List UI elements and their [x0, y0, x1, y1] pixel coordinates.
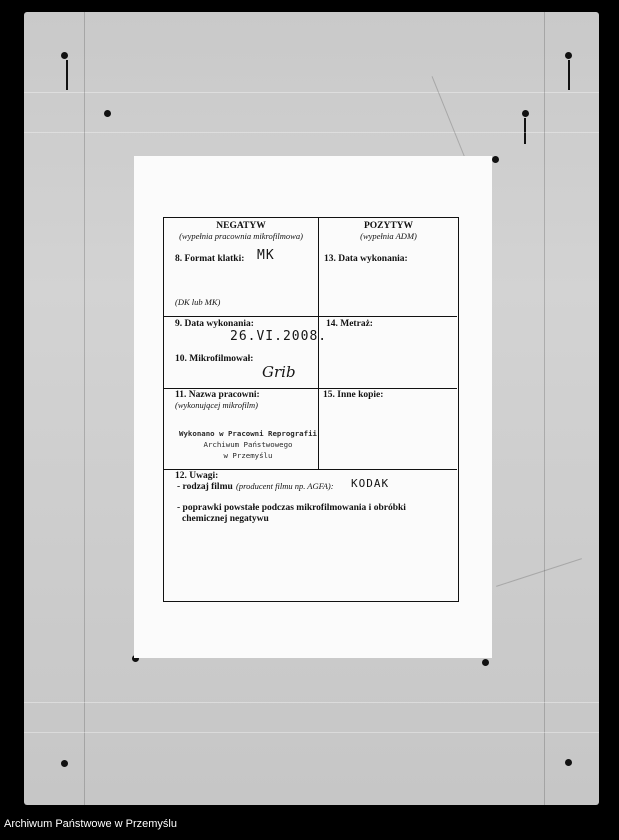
negatyw-title: NEGATYW — [216, 221, 266, 231]
pozytyw-data-wykonania-label: 13. Data wykonania: — [324, 254, 408, 264]
row-divider — [164, 316, 457, 317]
film-scratch — [24, 132, 599, 133]
microfilm-metadata-form — [163, 217, 459, 602]
film-scratch — [24, 92, 599, 93]
workshop-stamp-line-1: Wykonano w Pracowni Reprografii — [179, 429, 317, 438]
workshop-stamp-line-3: w Przemyślu — [223, 451, 273, 460]
poprawki-line-1: - poprawki powstałe podczas mikrofilmowania i obróbki — [177, 503, 406, 513]
metraz-label: 14. Metraż: — [326, 319, 373, 329]
film-scratch — [24, 702, 599, 703]
negatyw-data-wykonania-value: 26.VI.2008. — [230, 329, 328, 344]
inne-kopie-label: 15. Inne kopie: — [323, 390, 384, 400]
format-klatki-hint: (DK lub MK) — [175, 297, 221, 307]
film-scratch — [84, 12, 85, 805]
negatyw-data-wykonania-label: 9. Data wykonania: — [175, 319, 254, 329]
workshop-stamp-line-2: Archiwum Państwowego — [203, 440, 293, 449]
format-klatki-label: 8. Format klatki: — [175, 254, 245, 264]
rodzaj-filmu-value: KODAK — [351, 477, 390, 490]
registration-mark — [104, 110, 111, 117]
registration-mark — [61, 52, 68, 59]
film-scratch — [544, 12, 545, 805]
uwagi-label: 12. Uwagi: — [175, 471, 219, 481]
registration-mark — [492, 156, 499, 163]
mikrofilmowal-label: 10. Mikrofilmował: — [175, 354, 254, 364]
registration-mark — [565, 759, 572, 766]
registration-mark — [61, 760, 68, 767]
registration-mark — [565, 52, 572, 59]
poprawki-line-2: chemicznej negatywu — [182, 514, 269, 524]
registration-mark — [66, 60, 68, 90]
row-divider — [164, 469, 457, 470]
negatyw-subtitle: (wypełnia pracownia mikrofilmowa) — [179, 231, 303, 241]
nazwa-pracowni-hint: (wykonującej mikrofilm) — [175, 400, 259, 410]
archive-caption: Archiwum Państwowe w Przemyślu — [4, 818, 177, 830]
registration-mark — [524, 118, 526, 144]
nazwa-pracowni-label: 11. Nazwa pracowni: — [175, 390, 260, 400]
registration-mark — [482, 659, 489, 666]
pozytyw-subtitle: (wypełnia ADM) — [360, 231, 417, 241]
rodzaj-filmu-hint: (producent filmu np. AGFA): — [236, 481, 334, 491]
pozytyw-title: POZYTYW — [363, 221, 414, 231]
registration-mark — [568, 60, 570, 90]
format-klatki-value: MK — [257, 248, 275, 263]
film-scratch — [496, 558, 582, 587]
mikrofilmowal-signature: Grib — [262, 363, 296, 381]
registration-mark — [522, 110, 529, 117]
row-divider — [164, 388, 457, 389]
rodzaj-filmu-label: - rodzaj filmu — [177, 482, 233, 492]
film-scratch — [24, 732, 599, 733]
